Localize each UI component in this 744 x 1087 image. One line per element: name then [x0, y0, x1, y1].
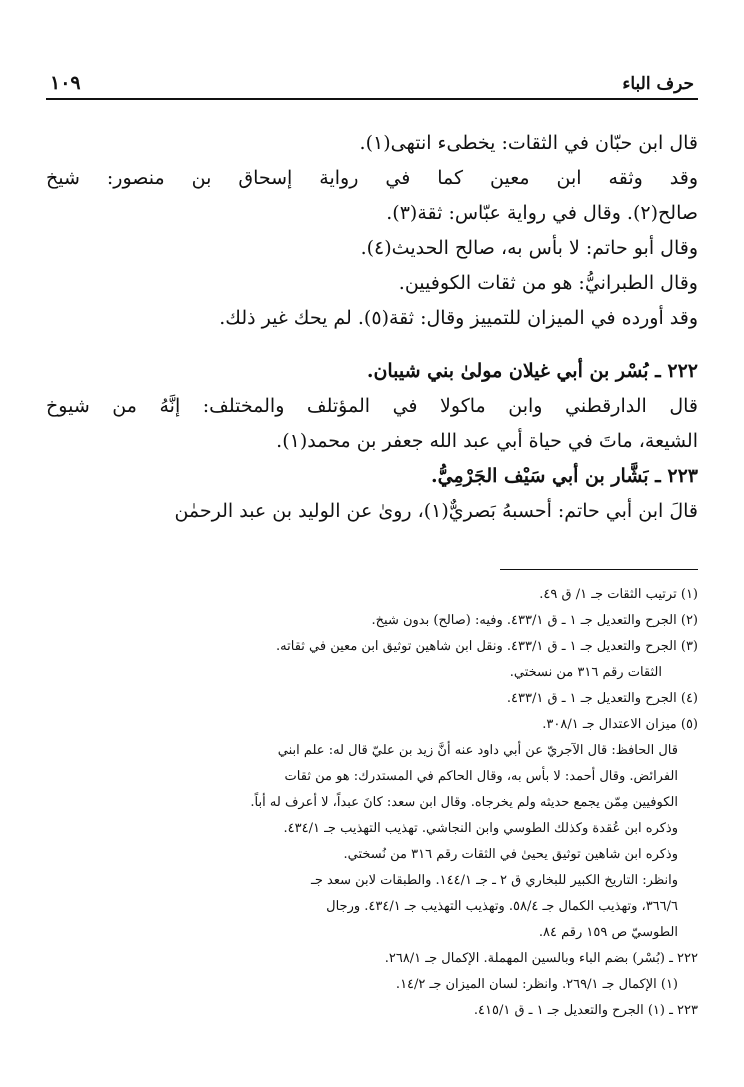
text-line: قالَ ابن أبي حاتم: أحسبهُ بَصريٌّ(١)، رویٰ عن الوليد بن عبد الرحمٰن: [174, 500, 698, 522]
footnote: (٣) الجرح والتعديل جـ ١ ـ ق ٤٣٣/١. ونقل ابن شاهين توثيق ابن معين في ثقاته.: [276, 639, 698, 654]
footnote: (١) الإكمال جـ ٢٦٩/١. وانظر: لسان الميزان جـ ١٤/٢.: [395, 977, 678, 992]
text-line: قال ابن حبّان في الثقات: يخطىء انتهى(١).: [359, 132, 698, 154]
footnote: (٥) ميزان الاعتدال جـ ٣٠٨/١.: [542, 717, 698, 732]
footnote-continuation: الثقات رقم ٣١٦ من نسختي.: [509, 665, 662, 680]
footnote-continuation: ٣٦٦/٦، وتهذيب الكمال جـ ٥٨/٤. وتهذيب التهذيب جـ ٤٣٤/١. ورجال: [326, 899, 678, 914]
footnote: (٢) الجرح والتعديل جـ ١ ـ ق ٤٣٣/١. وفيه: (صالح) بدون شيخ.: [371, 613, 698, 628]
running-head: [46, 60, 698, 100]
footnote-continuation: الفرائض. وقال أحمد: لا بأس به، وقال الحاكم في المستدرك: هو من ثقات: [284, 769, 678, 784]
text-line: صالح(٢). وقال في رواية عبّاس: ثقة(٣).: [386, 202, 698, 224]
text-line: الشيعة، ماتَ في حياة أبي عبد الله جعفر بن محمد(١).: [276, 430, 698, 452]
text-line: وقال أبو حاتم: لا بأس به، صالح الحديث(٤).: [360, 237, 698, 259]
entry-heading-222: ٢٢٢ ـ بُسْر بن أبي غيلان مولىٰ بني شيبان.: [366, 360, 698, 382]
footnote-separator: [500, 569, 698, 570]
entry-heading-223: ٢٢٣ ـ بَشَّار بن أبي سَيْف الجَرْمِيُّ.: [430, 465, 698, 487]
footnotes: [46, 582, 698, 1024]
footnote-continuation: وانظر: التاريخ الكبير للبخاري ق ٢ ـ جـ ١٤٤/١. والطبقات لابن سعد جـ: [311, 873, 678, 888]
main-text: [46, 126, 698, 529]
footnote-continuation: الطوسيّ ص ١٥٩ رقم ٨٤.: [538, 925, 678, 940]
text-line: وقال الطبرانيُّ: هو من ثقات الكوفيين.: [398, 272, 698, 294]
text-line: وقد أورده في الميزان للتمييز وقال: ثقة(٥). لم يحك غير ذلك.: [219, 307, 698, 329]
footnote: ٢٢٢ ـ (بُسْر) بضم الباء وبالسين المهملة. الإكمال جـ ٢٦٨/١.: [384, 951, 698, 966]
footnote-continuation: الكوفيين مِمّن يجمع حديثه ولم يخرجاه. وقال ابن سعد: كانَ عبداً، لا أعرف له أباً.: [250, 795, 678, 810]
chapter-title: حرف الباء: [622, 74, 694, 94]
footnote-continuation: وذكره ابن عُقدة وكذلك الطوسي وابن النجاشي. تهذيب التهذيب جـ ٤٣٤/١.: [283, 821, 678, 836]
text-line: وقد وثقه ابن معين كما في رواية إسحاق بن منصور: شيخ: [46, 167, 698, 189]
footnote: ٢٢٣ ـ (١) الجرح والتعديل جـ ١ ـ ق ٤١٥/١.: [473, 1003, 698, 1018]
page-number: ١٠٩: [50, 72, 81, 94]
footnote: (٤) الجرح والتعديل جـ ١ ـ ق ٤٣٣/١.: [506, 691, 698, 706]
footnote-continuation: وذكره ابن شاهين توثيق يحيىٰ في الثقات رقم ٣١٦ من نُسختي.: [343, 847, 678, 862]
footnote-continuation: قال الحافظ: قال الآجريّ عن أبي داود عنه أنَّ زيد بن عليّ قال له: علم ابني: [277, 743, 678, 758]
entry-gap: [46, 336, 698, 354]
text-line: قال الدارقطني وابن ماكولا في المؤتلف والمختلف: إنَّهُ من شيوخ: [46, 395, 698, 417]
footnote: (١) ترتيب الثقات جـ ١/ ق ٤٩.: [539, 587, 698, 602]
